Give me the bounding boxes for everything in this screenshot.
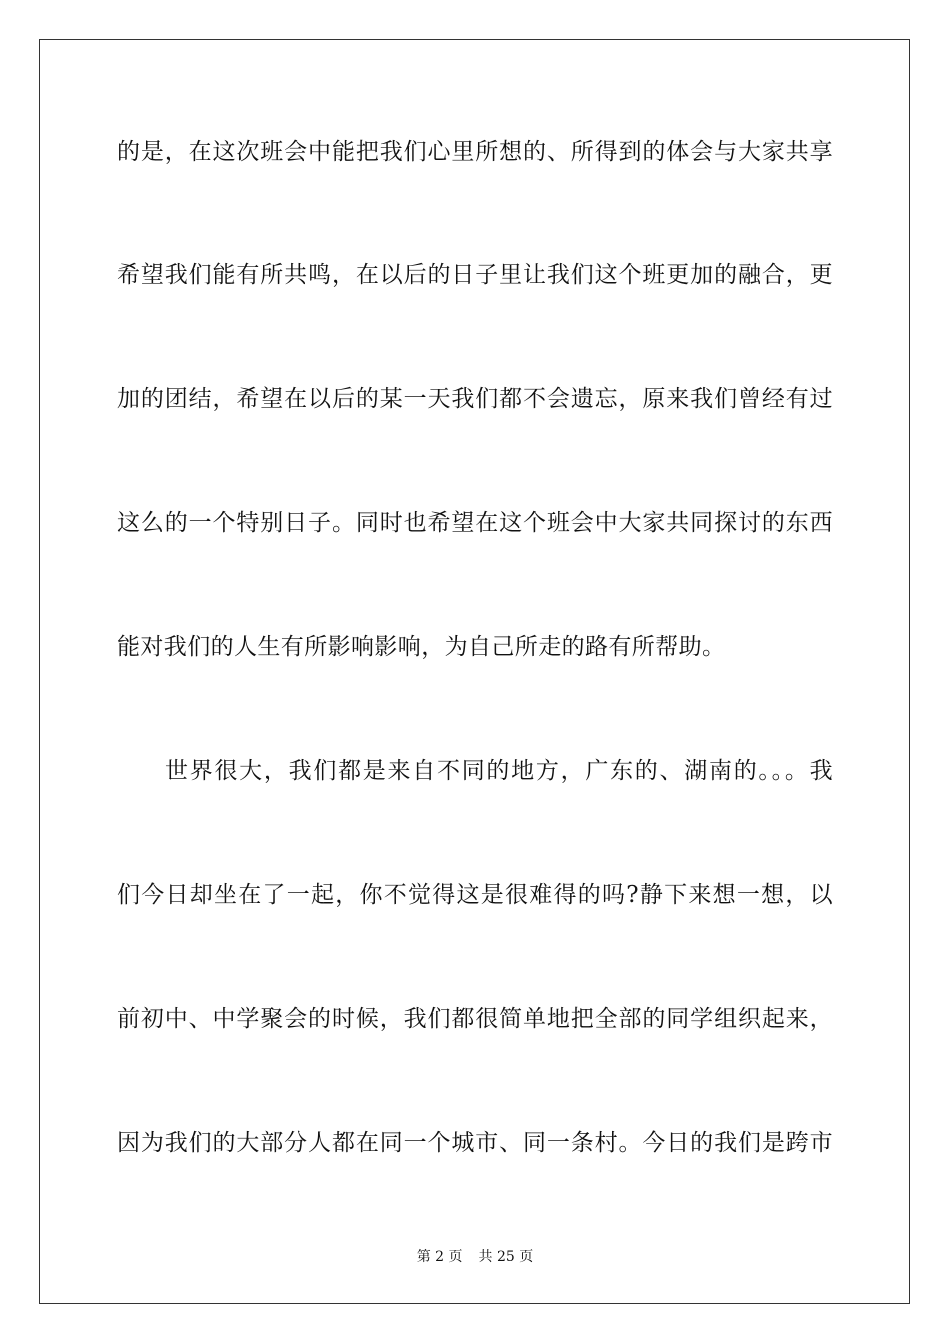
page-number: 第 2 页 — [416, 1249, 463, 1265]
text-line: 前初中、中学聚会的时候，我们都很简单地把全部的同学组织起来， — [117, 1006, 833, 1032]
text-line: 们今日却坐在了一起，你不觉得这是很难得的吗?静下来想一想，以 — [117, 882, 833, 908]
page-frame — [39, 39, 910, 1304]
text-line: 加的团结，希望在以后的某一天我们都不会遗忘，原来我们曾经有过 — [117, 386, 833, 412]
page-footer — [0, 1248, 950, 1266]
text-line: 因为我们的大部分人都在同一个城市、同一条村。今日的我们是跨市 — [117, 1130, 833, 1156]
page-total: 共 25 页 — [478, 1249, 534, 1265]
paragraph-first-line: 世界很大，我们都是来自不同的地方，广东的、湖南的。。。我 — [165, 758, 833, 784]
text-line: 希望我们能有所共鸣，在以后的日子里让我们这个班更加的融合，更 — [117, 262, 833, 288]
text-line: 能对我们的人生有所影响影响，为自己所走的路有所帮助。 — [117, 634, 726, 660]
text-line: 的是，在这次班会中能把我们心里所想的、所得到的体会与大家共享 — [117, 139, 833, 165]
text-line: 这么的一个特别日子。同时也希望在这个班会中大家共同探讨的东西 — [117, 510, 833, 536]
